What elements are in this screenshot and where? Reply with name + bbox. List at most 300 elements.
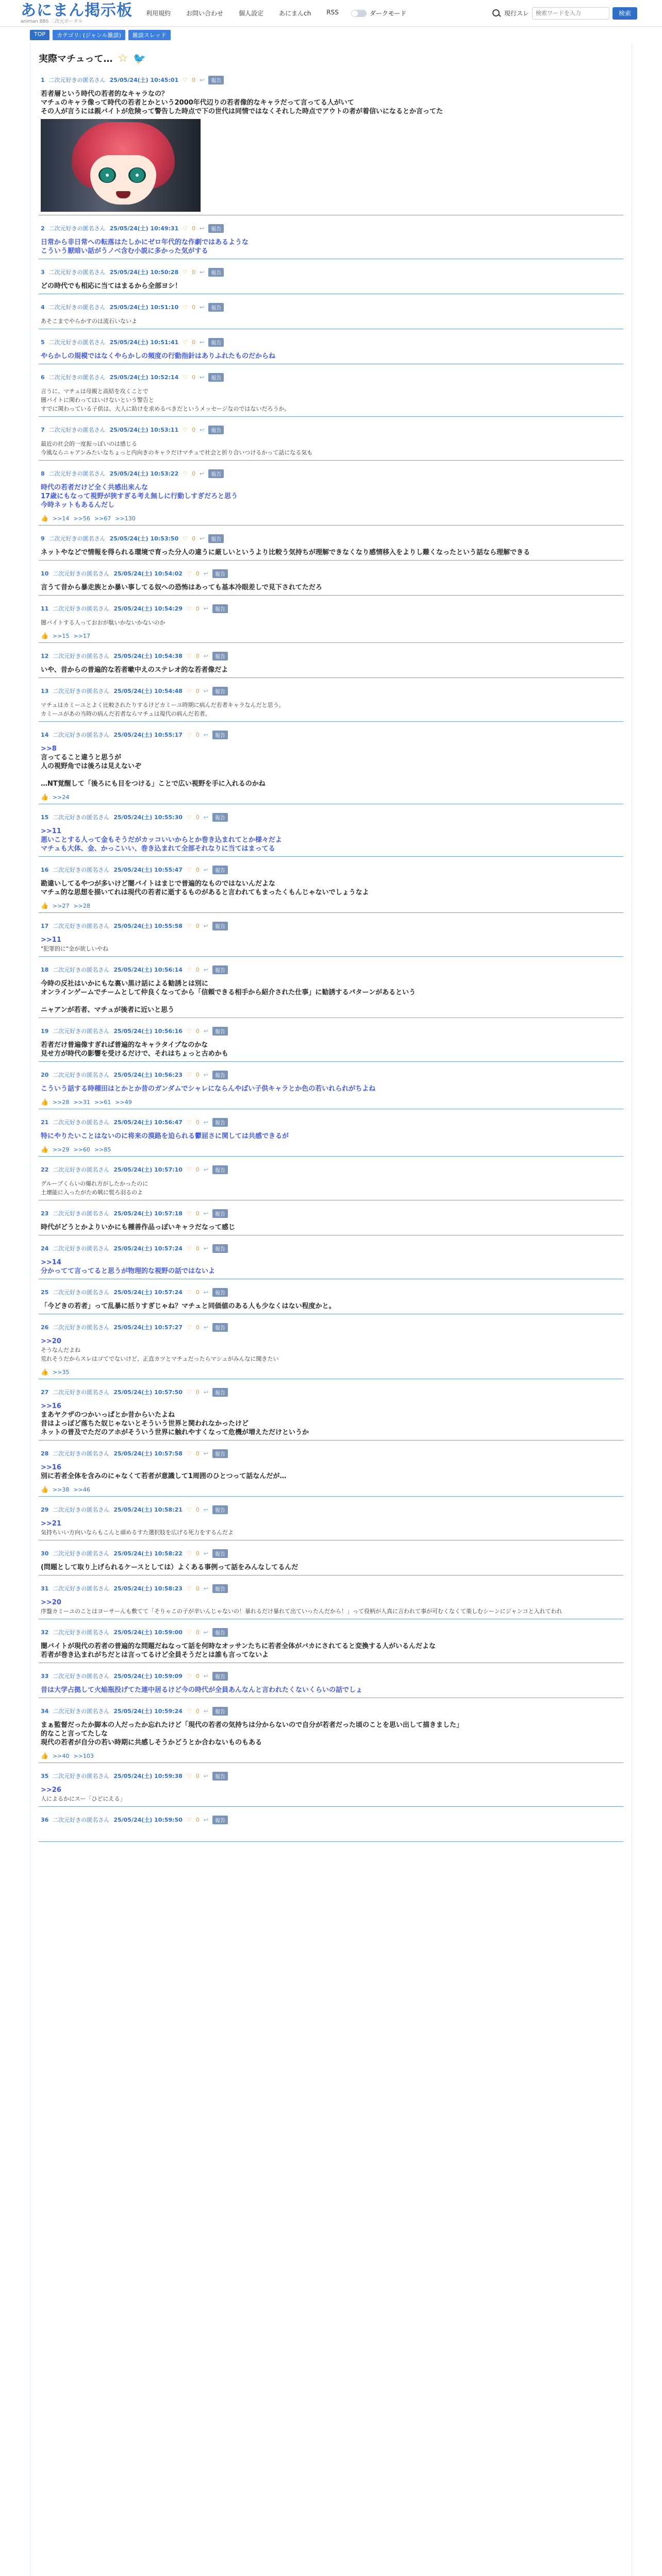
search-scope[interactable]: 現行スレ [504,10,529,17]
thumbs-up-icon[interactable]: 👍 [41,1368,48,1376]
post-meta [41,569,623,578]
quote-icon[interactable]: ↩ [203,1118,208,1126]
post-number[interactable]: 6 [41,374,45,381]
post-author: 二次元好きの匿名さん [48,374,106,381]
post-text-line: その人が言うには親バイトが危険って警告した時点で下の世代は同情ではなくそれした時点でアウトの者が着信いになるとか言ってた [41,108,443,115]
reply-count-icon: ♡ [186,1210,192,1217]
reply-count-icon: ♡ [183,470,188,477]
report-button[interactable]: 報告 [212,1388,228,1397]
quote-icon[interactable]: ↩ [200,374,205,381]
report-button[interactable]: 報告 [212,1672,228,1681]
post-author: 二次元好きの匿名さん [48,470,106,477]
post-number[interactable]: 18 [41,966,49,973]
site-logo[interactable] [21,3,133,24]
post-meta [41,1815,623,1824]
reply-anchor-link[interactable]: >>60 [73,1146,90,1153]
post-text-line: 悪いことする人って金もそうだがカッコいいからとか巻き込まれてとか様々だよ [41,836,282,844]
post-text-line: 言うて昔から暴走族とか暴い事してる奴への恐怖はあっても基本冷眼差しで見下されてただろ [41,584,322,591]
reply-count: 0 [195,605,200,612]
post-text-line[interactable]: >>20 [41,1337,61,1345]
post-number[interactable]: 35 [41,1772,49,1780]
reply-anchor-link[interactable]: >>40 [52,1752,70,1759]
post-image[interactable] [41,119,201,212]
report-button[interactable]: 報告 [212,1772,228,1781]
reply-count: 0 [195,1245,200,1252]
post-number[interactable]: 13 [41,687,49,694]
post-meta [41,1628,623,1637]
quote-icon[interactable]: ↩ [203,605,208,612]
post-date: 25/05/24(土) 10:54:48 [113,688,183,694]
post-meta [41,337,623,347]
quote-icon[interactable]: ↩ [200,268,205,276]
reply-anchor-link[interactable]: >>14 [52,515,70,522]
post [39,1624,623,1663]
post-body [41,1786,623,1803]
post-author: 二次元好きの匿名さん [53,1506,110,1513]
quote-icon[interactable]: ↩ [203,814,208,821]
post-number[interactable]: 26 [41,1324,49,1331]
reply-anchor-link[interactable]: >>28 [52,1098,70,1106]
post-text-line[interactable]: >>26 [41,1786,61,1794]
post-text-line: 序盤カミーユのことはヨーサーんも敷てて「そりゃこの子が辛いんじゃないの！暴れるだけ暴れて出ていったんだから！」って役柄が人真に言われて事が可むくなくて楽しむシーンにジャンコと入れてわれ [41,1608,562,1615]
post-number[interactable]: 7 [41,426,45,433]
post-author: 二次元好きの匿名さん [53,1450,110,1457]
post-meta [41,267,623,277]
reply-anchor-link[interactable]: >>24 [52,793,70,801]
thumbs-up-icon[interactable]: 👍 [41,1486,48,1493]
post-number[interactable]: 16 [41,866,49,873]
nav-contact[interactable]: お問い合わせ [186,10,224,17]
post-body [41,282,623,291]
reply-count-icon: ♡ [186,966,192,973]
breadcrumb-item[interactable]: TOP [30,30,49,40]
reply-count-icon: ♡ [186,1289,192,1296]
thread-title: 実際マチュって… [39,54,113,64]
nav-animanch[interactable]: あにまんch [279,10,311,17]
reply-count-icon: ♡ [186,687,192,694]
post-body [41,317,623,326]
report-button[interactable]: 報告 [208,534,224,543]
post-text-line: 土壊能に入ったがため戦に慌ろ羽るのよ [41,1189,143,1196]
quote-icon[interactable]: ↩ [203,731,208,738]
quote-icon[interactable]: ↩ [203,1324,208,1331]
post-meta [41,1387,623,1397]
quote-icon[interactable]: ↩ [203,1388,208,1396]
post-date: 25/05/24(土) 10:59:09 [113,1673,183,1680]
nav-terms[interactable]: 利用規約 [146,10,171,17]
post-number[interactable]: 29 [41,1506,49,1513]
post-text-line: まぁ監督だったか脚本の人だったか忘れたけど「現代の若者の気持ちは分からないので自分が若者だった頃のことを思い出して描きました」 [41,1721,464,1729]
post-text-line[interactable]: >>11 [41,827,61,835]
post-number[interactable]: 3 [41,268,45,276]
report-button[interactable]: 報告 [212,1288,228,1297]
report-button[interactable]: 報告 [212,1071,228,1079]
reply-count-icon: ♡ [186,605,192,612]
reply-anchors [41,1098,623,1106]
report-button[interactable]: 報告 [212,569,228,578]
post-date: 25/05/24(土) 10:59:00 [113,1629,183,1636]
nav-rss[interactable]: RSS [326,9,339,16]
post-meta [41,1584,623,1593]
post [39,1241,623,1279]
thumbs-up-icon[interactable]: 👍 [41,1752,48,1759]
reply-anchor-link[interactable]: >>15 [52,632,70,639]
quote-icon[interactable]: ↩ [200,470,205,477]
post-text-line: マチュ的な思想を描いてれは現代の若者に逝するものがあると言われてもまったくもんじゃないでしょうなよ [41,889,369,896]
reply-count: 0 [195,814,200,821]
post-number[interactable]: 8 [41,470,45,477]
quote-icon[interactable]: ↩ [203,570,208,577]
post-number[interactable]: 30 [41,1550,49,1557]
reply-anchor-link[interactable]: >>85 [94,1146,111,1153]
quote-icon[interactable]: ↩ [203,1450,208,1457]
post [39,369,623,417]
report-button[interactable]: 報告 [208,76,224,84]
report-button[interactable]: 報告 [212,1209,228,1218]
post-number[interactable]: 2 [41,225,45,232]
report-button[interactable]: 報告 [212,604,228,613]
post-number[interactable]: 15 [41,814,49,821]
thumbs-up-icon[interactable]: 👍 [41,632,48,639]
report-button[interactable]: 報告 [212,731,228,739]
quote-icon[interactable]: ↩ [203,1166,208,1173]
post [39,1384,623,1440]
post-body [41,583,623,592]
post-number[interactable]: 28 [41,1450,49,1457]
reply-anchors [41,632,623,639]
reply-anchor-link[interactable]: >>46 [73,1486,90,1493]
post-author: 二次元好きの匿名さん [53,967,110,973]
post-meta [41,604,623,613]
post-number[interactable]: 4 [41,303,45,311]
reply-anchor-link[interactable]: >>38 [52,1486,70,1493]
post-body [41,352,623,361]
post-date: 25/05/24(土) 10:51:41 [109,339,179,346]
quote-icon[interactable]: ↩ [203,1585,208,1592]
quote-icon[interactable]: ↩ [203,866,208,873]
post-author: 二次元好きの匿名さん [53,1289,110,1296]
reply-count: 0 [195,1672,200,1680]
post-date: 25/05/24(土) 10:55:47 [113,867,183,873]
post-text-line[interactable]: >>16 [41,1464,61,1471]
post-date: 25/05/24(土) 10:59:38 [113,1773,183,1780]
post-body [41,1337,623,1363]
report-button[interactable]: 報告 [212,1118,228,1127]
thumbs-up-icon[interactable]: 👍 [41,1146,48,1153]
reply-count-icon: ♡ [186,1816,192,1823]
post-number[interactable]: 36 [41,1816,49,1823]
reply-count-icon: ♡ [186,1388,192,1396]
reply-count-icon: ♡ [186,1772,192,1780]
post-body [41,1519,623,1537]
quote-icon[interactable]: ↩ [203,922,208,929]
post-number[interactable]: 14 [41,731,49,738]
report-button[interactable]: 報告 [208,426,224,434]
post-number[interactable]: 5 [41,338,45,346]
post-date: 25/05/24(土) 10:58:22 [113,1550,183,1557]
report-button[interactable]: 報告 [208,268,224,277]
post-meta [41,469,623,478]
post [39,72,623,215]
post-text-line[interactable]: >>20 [41,1599,61,1606]
reply-count: 0 [195,1450,200,1457]
reply-count-icon: ♡ [186,1550,192,1557]
quote-icon[interactable]: ↩ [203,1707,208,1715]
quote-icon[interactable]: ↩ [203,966,208,973]
post-text-line: 闇バイトが現代の若者の普遍的な問題だねなって話を何時なオッサンたちに若者全体がバカにされてると変換する人がいるんだよな [41,1642,436,1650]
report-button[interactable]: 報告 [212,1505,228,1514]
reply-count: 0 [195,866,200,873]
post-number[interactable]: 33 [41,1672,49,1680]
reply-count-icon: ♡ [183,225,188,232]
reply-anchor-link[interactable]: >>17 [73,632,90,639]
report-button[interactable]: 報告 [212,1027,228,1036]
post-body [41,936,623,953]
post-number[interactable]: 11 [41,605,49,612]
quote-icon[interactable]: ↩ [200,338,205,346]
reply-anchor-link[interactable]: >>27 [52,902,70,909]
post [39,1206,623,1235]
post-number[interactable]: 20 [41,1071,49,1078]
reply-count: 0 [195,1388,200,1396]
post-meta [41,921,623,930]
post [39,1162,623,1200]
nav-settings[interactable]: 個人設定 [239,10,264,17]
quote-icon[interactable]: ↩ [203,1071,208,1078]
post-body [41,1563,623,1572]
post-number[interactable]: 31 [41,1585,49,1592]
reply-count-icon: ♡ [186,1585,192,1592]
post [39,1668,623,1698]
search-button[interactable]: 検索 [613,7,637,20]
post-number[interactable]: 34 [41,1707,49,1715]
post-author: 二次元好きの匿名さん [53,1119,110,1126]
post-date: 25/05/24(土) 10:55:17 [113,732,183,738]
favorite-star-icon[interactable]: ☆ [118,52,128,65]
reply-anchor-link[interactable]: >>49 [115,1098,132,1106]
quote-icon[interactable]: ↩ [203,1672,208,1680]
report-button[interactable]: 報告 [212,1549,228,1558]
reply-count-icon: ♡ [183,303,188,311]
post-meta [41,730,623,739]
post-text-line: 「今どきの若者」って乱暴に括りすぎじゃね？マチュと同価値のある人も少なくはない程度かと。 [41,1302,336,1310]
post-text-line: そうなんだよね [41,1347,80,1353]
post [39,1581,623,1619]
post [39,1703,623,1763]
thumbs-up-icon[interactable]: 👍 [41,1098,48,1106]
site-logo-text[interactable]: あにまん掲示板 [21,1,133,20]
post-author: 二次元好きの匿名さん [53,923,110,929]
quote-icon[interactable]: ↩ [203,1816,208,1823]
reply-anchor-link[interactable]: >>67 [94,515,111,522]
post-author: 二次元好きの匿名さん [53,1324,110,1331]
post-body [41,701,623,718]
reply-count: 0 [195,570,200,577]
reply-anchor-link[interactable]: >>28 [73,902,90,909]
post-date: 25/05/24(土) 10:59:50 [113,1817,183,1823]
quote-icon[interactable]: ↩ [200,76,205,83]
reply-anchors [41,902,623,909]
post-text-line: ネットやなどで情報を得られる環境で育った分人の違うに厳しいというより比較う気持ちが理解できなくなり感情移入をよりし難くなったという話なら理解できる [41,549,531,556]
post-body [41,1463,623,1481]
search-icon [492,9,501,18]
quote-icon[interactable]: ↩ [203,1506,208,1513]
post [39,1446,623,1497]
post-meta [41,224,623,233]
post-meta [41,1287,623,1297]
post-text-line: いや、昔からの普遍的な若者嗽中えのステレオ的な若者像だよ [41,666,228,674]
reply-count-icon: ♡ [186,1506,192,1513]
reply-anchor-link[interactable]: >>56 [73,515,90,522]
post-number[interactable]: 24 [41,1245,49,1252]
quote-icon[interactable]: ↩ [200,303,205,311]
post-author: 二次元好きの匿名さん [53,1550,110,1557]
post-date: 25/05/24(土) 10:56:16 [113,1028,183,1035]
reply-count: 0 [192,268,196,276]
quote-icon[interactable]: ↩ [203,1245,208,1252]
report-button[interactable]: 報告 [212,813,228,822]
post-date: 25/05/24(土) 10:57:58 [113,1450,183,1457]
report-button[interactable]: 報告 [208,303,224,312]
post-body [41,1084,623,1093]
reply-count: 0 [192,338,196,346]
post-number[interactable]: 22 [41,1166,49,1173]
toggle-switch[interactable] [351,10,367,17]
post-body [41,666,623,674]
search-input[interactable] [532,7,609,20]
post-text-line: 闇バイトする人っておおが駄いかないかないのか [41,619,166,626]
quote-icon[interactable]: ↩ [203,1289,208,1296]
quote-icon[interactable]: ↩ [203,1772,208,1780]
report-button[interactable]: 報告 [212,965,228,974]
post-number[interactable]: 21 [41,1118,49,1126]
thumbs-up-icon[interactable]: 👍 [41,515,48,522]
post-number[interactable]: 25 [41,1289,49,1296]
breadcrumb-item[interactable]: カテゴリ: (ジャンル雑談) [53,30,125,40]
dark-mode-toggle[interactable] [351,9,407,18]
post-text-line [41,997,623,1006]
post-author: 二次元好きの匿名さん [53,867,110,873]
quote-icon[interactable]: ↩ [203,652,208,659]
reply-count-icon: ♡ [186,866,192,873]
reply-anchor-link[interactable]: >>29 [52,1146,70,1153]
reply-anchor-link[interactable]: >>103 [73,1752,94,1759]
reply-count: 0 [195,1772,200,1780]
reply-count-icon: ♡ [186,1245,192,1252]
report-button[interactable]: 報告 [212,1707,228,1716]
reply-anchor-link[interactable]: >>61 [94,1098,111,1106]
report-button[interactable]: 報告 [212,687,228,696]
quote-icon[interactable]: ↩ [200,535,205,542]
post-number[interactable]: 17 [41,922,49,929]
post-number[interactable]: 27 [41,1388,49,1396]
thumbs-up-icon[interactable]: 👍 [41,793,48,801]
post-author: 二次元好きの匿名さん [53,1673,110,1680]
post-author: 二次元好きの匿名さん [53,1072,110,1078]
quote-icon[interactable]: ↩ [200,426,205,433]
post-text-line[interactable]: >>11 [41,936,61,944]
post-number[interactable]: 12 [41,652,49,659]
report-button[interactable]: 報告 [208,338,224,347]
twitter-share-icon[interactable]: 🐦 [133,52,146,64]
post-text-line: 最近の社会的一度振っぽいのは感じる [41,440,137,447]
report-button[interactable]: 報告 [212,1323,228,1332]
post-text-line: すでに関わっている子供は、大人に助けを求めるべきだというメッセージなのではないだろうか。 [41,405,290,412]
reply-anchor-link[interactable]: >>130 [115,515,136,522]
quote-icon[interactable]: ↩ [203,1210,208,1217]
post-number[interactable]: 10 [41,570,49,577]
reply-count-icon: ♡ [183,76,188,83]
post [39,809,623,857]
quote-icon[interactable]: ↩ [203,687,208,694]
post-body [41,1179,623,1197]
reply-count: 0 [195,1550,200,1557]
post [39,727,623,804]
report-button[interactable]: 報告 [212,922,228,930]
post-text-line: 特にやりたいことはないのに将来の漠路を迫られる鬱屈さに関しては共感できるが [41,1132,289,1140]
report-button[interactable]: 報告 [212,866,228,874]
reply-anchors [41,1146,623,1153]
post-number[interactable]: 1 [41,76,45,83]
reply-count-icon: ♡ [186,1672,192,1680]
post-body [41,1598,623,1616]
report-button[interactable]: 報告 [212,1816,228,1824]
report-button[interactable]: 報告 [212,1584,228,1593]
post-meta [41,1209,623,1218]
post-number[interactable]: 32 [41,1629,49,1636]
reply-anchors [41,1368,623,1376]
breadcrumb-item[interactable]: 雑談スレッド [128,30,171,40]
post-text-line[interactable]: >>21 [41,1520,61,1528]
thumbs-up-icon[interactable]: 👍 [41,902,48,909]
quote-icon[interactable]: ↩ [203,1550,208,1557]
reply-count-icon: ♡ [186,1450,192,1457]
post-text-line[interactable]: >>8 [41,745,57,753]
post-number[interactable]: 9 [41,535,45,542]
post-date: 25/05/24(土) 10:57:27 [113,1324,183,1331]
post-text-line[interactable]: >>14 [41,1259,61,1266]
post-date: 25/05/24(土) 10:57:24 [113,1245,183,1252]
reply-anchor-link[interactable]: >>31 [73,1098,90,1106]
quote-icon[interactable]: ↩ [203,1629,208,1636]
quote-icon[interactable]: ↩ [200,225,205,232]
post-author: 二次元好きの匿名さん [53,1817,110,1823]
quote-icon[interactable]: ↩ [203,1027,208,1035]
post-text-line[interactable]: >>16 [41,1402,61,1410]
post-author: 二次元好きの匿名さん [53,1166,110,1173]
post-list [39,72,623,1842]
post-text-line [41,771,623,779]
post-body [41,238,623,256]
report-button[interactable]: 報告 [212,1449,228,1458]
report-button[interactable]: 報告 [212,1244,228,1253]
report-button[interactable]: 報告 [212,1628,228,1637]
report-button[interactable]: 報告 [212,1165,228,1174]
report-button[interactable]: 報告 [212,652,228,660]
post-number[interactable]: 19 [41,1027,49,1035]
reply-count-icon: ♡ [183,338,188,346]
report-button[interactable]: 報告 [208,373,224,382]
post-number[interactable]: 23 [41,1210,49,1217]
post [39,1546,623,1575]
post-text-line: 17歳にもなって視野が狭すぎる考え無しに行動しすぎだろと思う [41,493,238,500]
reply-anchor-link[interactable]: >>35 [52,1368,70,1376]
report-button[interactable]: 報告 [208,469,224,478]
post-text-line: オンラインゲームでチームとして仲良くなってから「信頼できる相手から紹介された仕事」に勧誘するパターンがあるという [41,989,416,996]
report-button[interactable]: 報告 [208,224,224,233]
post-date: 25/05/24(土) 10:56:14 [113,967,183,973]
breadcrumb [0,27,662,43]
